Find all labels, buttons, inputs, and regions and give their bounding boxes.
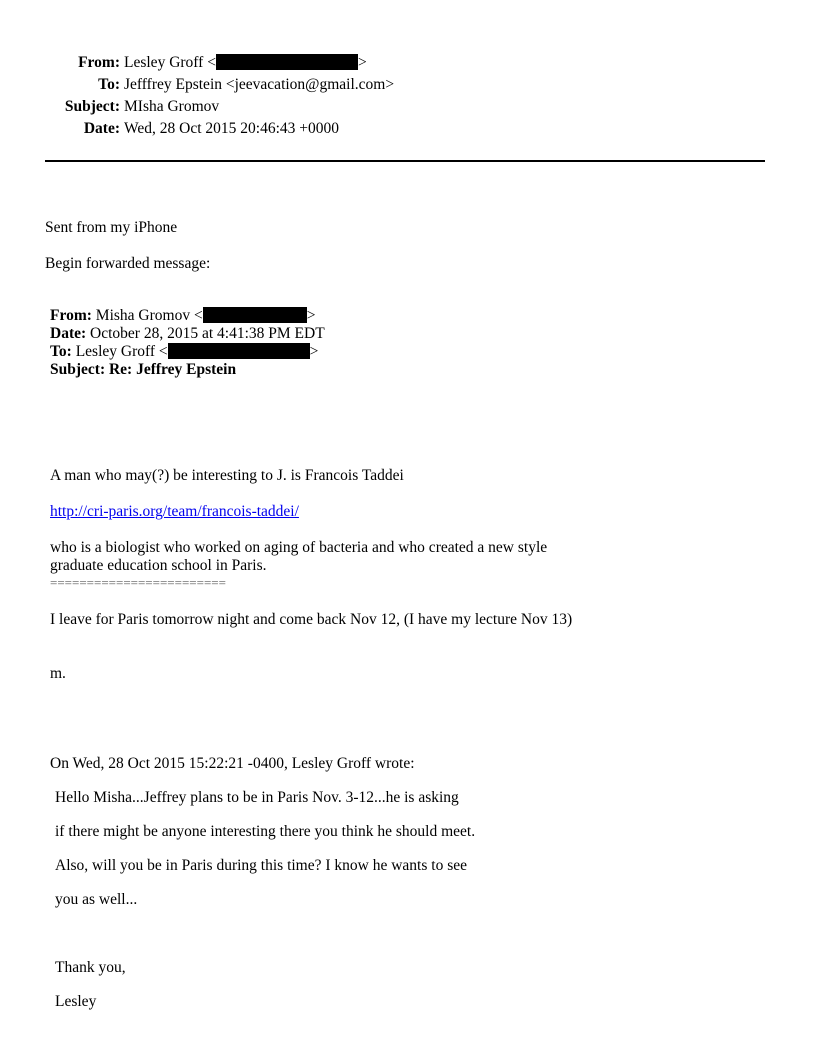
quoted-line-3: Also, will you be in Paris during this time? I know he wants to see (55, 857, 467, 874)
message-line-3: graduate education school in Paris. (50, 557, 267, 574)
header-to-value: Jefffrey Epstein <jeevacation@gmail.com> (124, 76, 395, 93)
message-line-2: who is a biologist who worked on aging of bacteria and who created a new style (50, 539, 548, 556)
sent-from-line: Sent from my iPhone (45, 219, 178, 236)
quoted-line-4: you as well... (55, 891, 138, 908)
forwarded-date-row (50, 325, 325, 343)
forwarded-from-close: > (306, 307, 316, 324)
header-subject-value: MIsha Gromov (124, 98, 220, 115)
header-subject-label: Subject: (64, 98, 120, 115)
message-link-row (50, 503, 299, 521)
redaction-box (216, 54, 358, 70)
forwarded-subject-row (50, 361, 236, 379)
forwarded-to-value: Lesley Groff < (75, 343, 168, 360)
message-line-1: A man who may(?) be interesting to J. is Francois Taddei (50, 467, 404, 484)
forwarded-from-label: From: (50, 307, 92, 324)
quoted-line-1: Hello Misha...Jeffrey plans to be in Paris Nov. 3-12...he is asking (55, 789, 459, 806)
forwarded-date-value: October 28, 2015 at 4:41:38 PM EDT (90, 325, 325, 342)
redaction-box (168, 343, 310, 359)
header-date-row (0, 120, 339, 138)
forwarded-from-row (50, 307, 315, 325)
quoted-intro: On Wed, 28 Oct 2015 15:22:21 -0400, Lesley Groff wrote: (50, 755, 415, 772)
quoted-line-6: Lesley (55, 993, 97, 1010)
message-separator: ======================== (50, 575, 226, 590)
header-subject-row (0, 98, 219, 116)
forwarded-to-label: To: (50, 343, 72, 360)
header-date-value: Wed, 28 Oct 2015 20:46:43 +0000 (124, 120, 340, 137)
forwarded-from-value: Misha Gromov < (95, 307, 203, 324)
header-to-row (0, 76, 394, 94)
taddei-profile-link[interactable]: http://cri-paris.org/team/francois-taddei/ (50, 503, 299, 520)
quoted-line-2: if there might be anyone interesting there you think he should meet. (55, 823, 476, 840)
forwarded-to-row (50, 343, 318, 361)
header-from-value: Lesley Groff < (124, 54, 216, 71)
header-to-label: To: (98, 76, 120, 93)
header-from-close: > (357, 54, 367, 71)
forwarded-to-close: > (309, 343, 319, 360)
forwarded-date-label: Date: (50, 325, 87, 342)
header-date-label: Date: (83, 120, 120, 137)
redaction-box (203, 307, 307, 323)
header-divider (45, 160, 765, 162)
forwarded-subject: Subject: Re: Jeffrey Epstein (50, 361, 237, 378)
header-from-label: From: (78, 54, 120, 71)
begin-forwarded-line: Begin forwarded message: (45, 255, 211, 272)
quoted-line-5: Thank you, (55, 959, 126, 976)
message-line-4: I leave for Paris tomorrow night and come back Nov 12, (I have my lecture Nov 13) (50, 611, 573, 628)
message-signoff: m. (50, 665, 66, 682)
header-from-row (0, 54, 367, 72)
